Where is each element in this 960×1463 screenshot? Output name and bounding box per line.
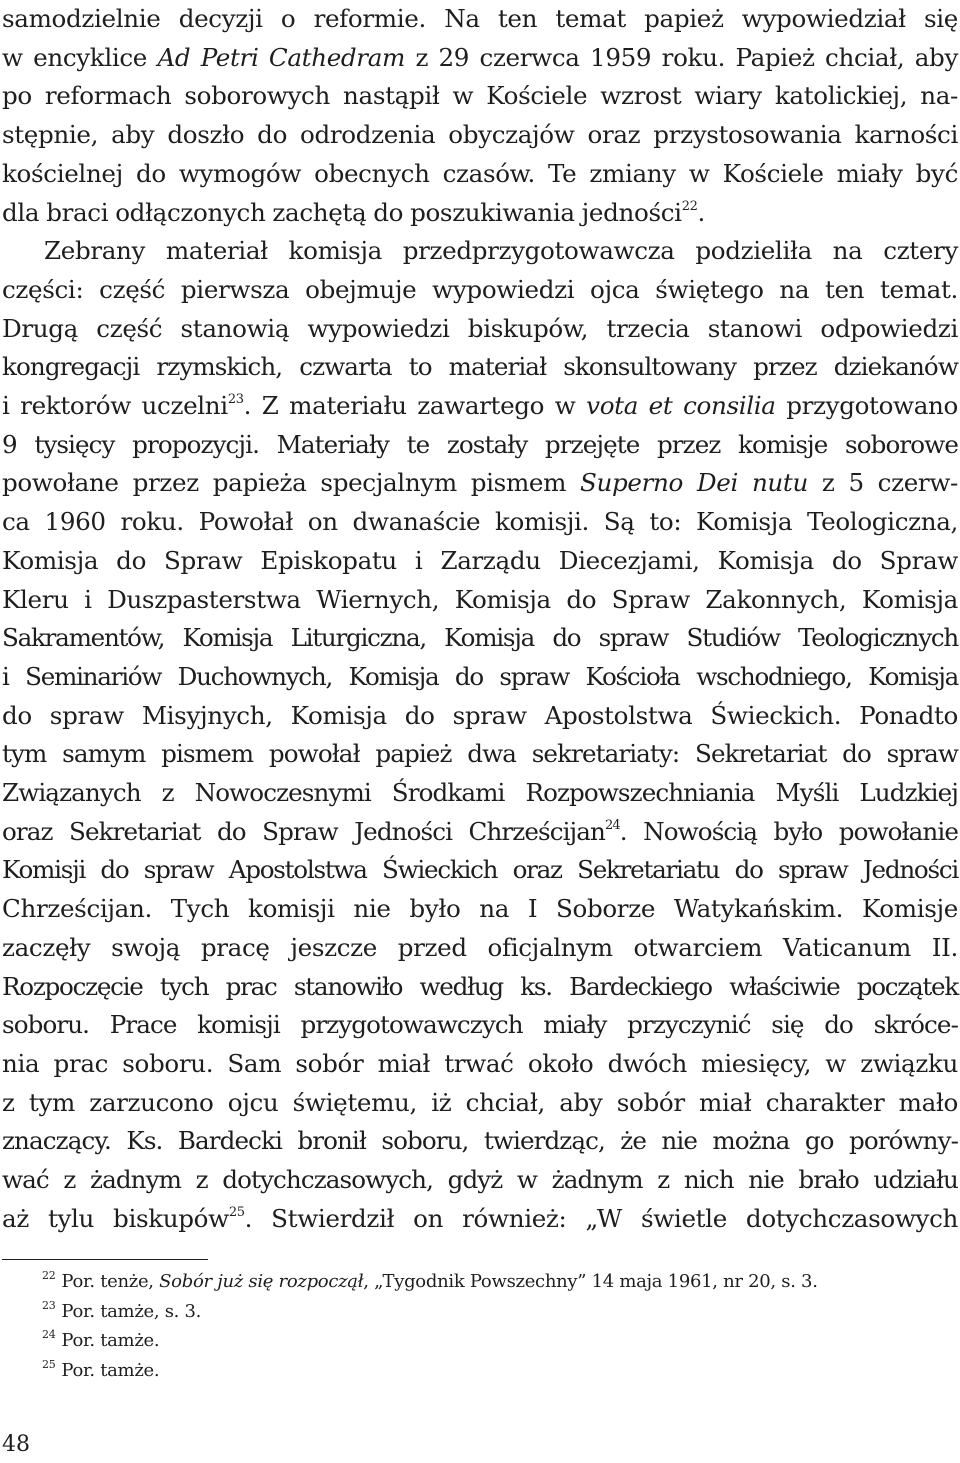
text-span: dla braci odłączonych zachętą do poszukiwania jedności xyxy=(2,197,682,227)
text-span: kongregacji rzymskich, czwarta to materiał skonsultowany przez dziekanów xyxy=(2,352,958,382)
text-span: powołane przez papieża specjalnym pismem xyxy=(2,468,581,498)
footnote-number: 23 xyxy=(42,1298,56,1312)
text-span: oraz Sekretariat do Spraw Jedności Chrześcijan xyxy=(2,816,605,846)
paragraph-1-line-6 xyxy=(2,194,958,233)
text-span: . Z materiału zawartego w xyxy=(243,391,587,421)
text-span: i Seminariów Duchownych, Komisja do spraw Kościoła wschodniego, Komisja xyxy=(2,661,958,691)
text-span: znaczący. Ks. Bardecki bronił soboru, twierdząc, że nie można go porówny- xyxy=(2,1126,958,1156)
article-title: Sobór już się rozpoczął xyxy=(159,1271,364,1292)
text-span: samodzielnie decyzji o reformie. Na ten temat papież wypowiedział się xyxy=(2,4,958,33)
footnotes xyxy=(0,1267,960,1385)
text-span: aż tylu biskupów xyxy=(2,1203,229,1233)
paragraph-2-line-20 xyxy=(2,968,958,1007)
paragraph-2-line-2 xyxy=(2,271,958,310)
footnote-23 xyxy=(0,1297,960,1327)
text-span: z 5 czerw- xyxy=(807,468,958,498)
text-span: Związanych z Nowoczesnymi Środkami Rozpowszechniania Myśli Ludzkiej xyxy=(2,778,958,808)
footnote-text: Por. tamże. xyxy=(61,1359,160,1381)
footnote-text: , „Tygodnik Powszechny” 14 maja 1961, nr 20, s. 3. xyxy=(363,1271,818,1292)
text-span: ca 1960 roku. Powołał on dwanaście komisji. Są to: Komisja Teologiczna, xyxy=(2,507,958,537)
text-span: . Nowością było powołanie xyxy=(619,816,958,846)
text-span: kościelnej do wymogów obecnych czasów. Te zmiany w Kościele miały być xyxy=(2,158,958,188)
text-span: soboru. Prace komisji przygotowawczych miały przyczynić się do skróce- xyxy=(2,1010,958,1040)
footnote-number: 25 xyxy=(42,1357,56,1371)
text-span: . Stwierdził on również: „W świetle dotychczasowych xyxy=(244,1203,958,1233)
paragraph-2-line-8 xyxy=(2,503,958,542)
encyclical-title: Ad Petri Cathedram xyxy=(157,42,405,72)
text-span: wać z żadnym z dotychczasowych, gdyż w żadnym z nich nie brało udziału xyxy=(2,1165,958,1195)
paragraph-2-line-13 xyxy=(2,697,958,736)
text-span: Zebrany materiał komisja przedprzygotowawcza podzieliła na cztery xyxy=(44,236,958,266)
paragraph-2-line-25 xyxy=(2,1161,958,1200)
paragraph-1-line-5 xyxy=(2,155,958,194)
text-span: przygotowano xyxy=(775,391,959,421)
text-span: po reformach soborowych nastąpił w Kościele wzrost wiary katolickiej, na- xyxy=(2,81,958,111)
page-number: 48 xyxy=(2,1432,30,1457)
footnote-ref-25[interactable]: 25 xyxy=(228,1204,245,1220)
text-span: w encyklice xyxy=(2,42,158,72)
paragraph-2-line-23 xyxy=(2,1084,958,1123)
text-span: stępnie, aby doszło do odrodzenia obyczajów oraz przystosowania karności xyxy=(2,120,958,150)
text-span: i rektorów uczelni xyxy=(2,391,228,421)
footnote-ref-24[interactable]: 24 xyxy=(604,817,620,833)
paragraph-1-line-3 xyxy=(2,77,958,116)
footnote-text: Por. tamże, s. 3. xyxy=(61,1300,202,1322)
text-span: do spraw Misyjnych, Komisja do spraw Apostolstwa Świeckich. Ponadto xyxy=(2,700,958,730)
text-span: 9 tysięcy propozycji. Materiały te zostały przejęte przez komisje soborowe xyxy=(2,429,958,459)
paragraph-2-line-6 xyxy=(2,426,958,465)
footnote-text: Por. tenże, xyxy=(61,1271,160,1292)
footnote-separator xyxy=(2,1259,208,1260)
text-span: Chrześcijan. Tych komisji nie było na I Soborze Watykańskim. Komisje xyxy=(2,894,958,924)
paragraph-1-line-1 xyxy=(2,0,958,39)
paragraph-2-line-21 xyxy=(2,1006,958,1045)
paragraph-2-line-19 xyxy=(2,929,958,968)
paragraph-1-line-2 xyxy=(2,39,958,78)
italic-term: vota et consilia xyxy=(586,391,776,421)
paragraph-2-line-22 xyxy=(2,1045,958,1084)
main-text xyxy=(2,0,958,1239)
text-span: części: część pierwsza obejmuje wypowiedzi ojca świętego na ten temat. xyxy=(2,274,958,304)
paragraph-2-line-11 xyxy=(2,619,958,658)
footnote-24 xyxy=(0,1326,960,1356)
text-span: . xyxy=(697,197,705,227)
text-span: Komisja do Spraw Episkopatu i Zarządu Diecezjami, Komisja do Spraw xyxy=(2,545,958,575)
text-span: z 29 czerwca 1959 roku. Papież chciał, aby xyxy=(405,42,958,72)
paragraph-2-line-24 xyxy=(2,1122,958,1161)
text-span: Rozpoczęcie tych prac stanowiło według ks. Bardeckiego właściwie początek xyxy=(2,971,958,1001)
text-span: nia prac soboru. Sam sobór miał trwać około dwóch miesięcy, w związku xyxy=(2,1048,958,1078)
paragraph-2-line-4 xyxy=(2,348,958,387)
text-span: tym samym pismem powołał papież dwa sekretariaty: Sekretariat do spraw xyxy=(2,739,958,769)
paragraph-2-line-26 xyxy=(2,1200,958,1239)
text-span: Drugą część stanowią wypowiedzi biskupów, trzecia stanowi odpowiedzi xyxy=(2,313,958,343)
paragraph-2-line-5 xyxy=(2,387,958,426)
text-span: Sakramentów, Komisja Liturgiczna, Komisja do spraw Studiów Teologicznych xyxy=(2,623,958,653)
paragraph-2-line-15 xyxy=(2,774,958,813)
document-title: Superno Dei nutu xyxy=(580,468,808,498)
footnote-ref-23[interactable]: 23 xyxy=(227,392,244,408)
paragraph-2-line-1 xyxy=(2,232,958,271)
text-span: z tym zarzucono ojcu świętemu, iż chciał, aby sobór miał charakter mało xyxy=(2,1087,958,1117)
footnote-number: 22 xyxy=(42,1269,56,1282)
text-span: zaczęły swoją pracę jeszcze przed oficjalnym otwarciem Vaticanum II. xyxy=(2,932,958,962)
paragraph-2-line-7 xyxy=(2,464,958,503)
text-span: Kleru i Duszpasterstwa Wiernych, Komisja do Spraw Zakonnych, Komisja xyxy=(2,584,958,614)
paragraph-2-line-12 xyxy=(2,658,958,697)
footnote-22 xyxy=(0,1267,960,1297)
paragraph-2-line-10 xyxy=(2,581,958,620)
paragraph-2-line-16 xyxy=(2,813,958,852)
footnote-ref-22[interactable]: 22 xyxy=(681,198,698,214)
text-span: Komisji do spraw Apostolstwa Świeckich oraz Sekretariatu do spraw Jedności xyxy=(2,855,958,885)
paragraph-1-line-4 xyxy=(2,116,958,155)
footnote-number: 24 xyxy=(42,1328,56,1341)
footnote-25 xyxy=(0,1356,960,1386)
paragraph-2-line-3 xyxy=(2,310,958,349)
paragraph-2-line-9 xyxy=(2,542,958,581)
paragraph-2-line-14 xyxy=(2,735,958,774)
footnote-text: Por. tamże. xyxy=(61,1330,160,1351)
paragraph-2-line-18 xyxy=(2,890,958,929)
paragraph-2-line-17 xyxy=(2,851,958,890)
